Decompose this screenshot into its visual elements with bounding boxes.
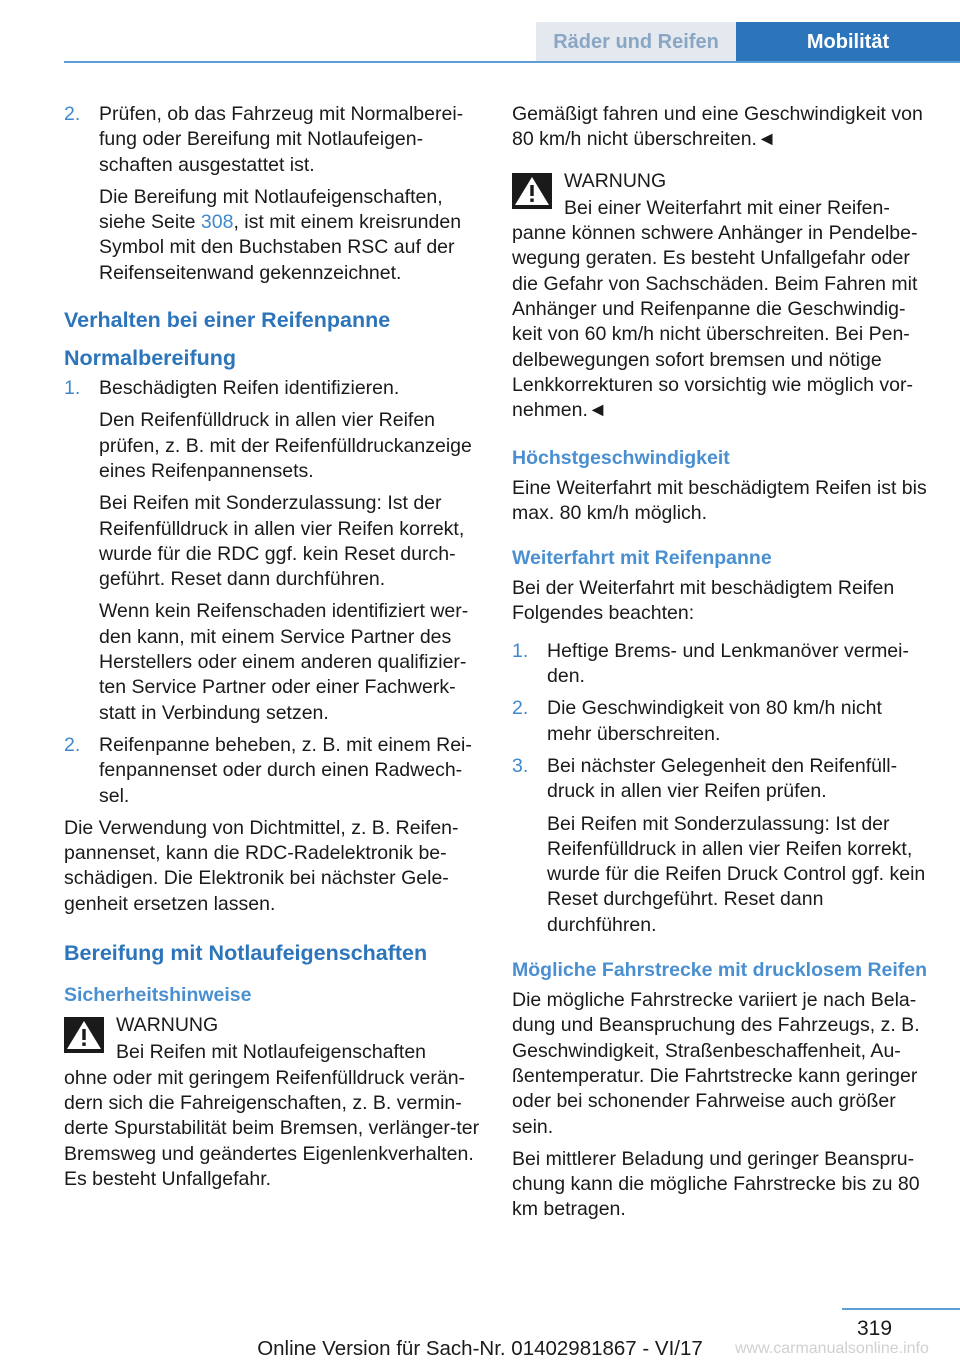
- right-column: [512, 102, 928, 1230]
- warning-block: [64, 1013, 480, 1192]
- heading-normalbereifung: Normalbereifung: [64, 346, 237, 371]
- list-text: Beschädigten Reifen identifizieren.: [99, 377, 400, 400]
- list-number: 1.: [512, 639, 529, 662]
- warning-text-first: Bei einer Weiterfahrt mit einer Reifen‐: [564, 196, 890, 219]
- watermark: www.carmanualsonline.info: [735, 1340, 929, 1357]
- heading-reifenpanne: Verhalten bei einer Reifenpanne: [64, 308, 391, 333]
- online-version-footer: Online Version für Sach-Nr. 01402981867 - VI/17: [257, 1337, 703, 1360]
- paragraph-dichtmittel: Die Verwendung von Dichtmittel, z. B. Reifen‐pannenset, kann die RDC-Radelektronik be‐schädigen. Die Elektronik bei nächster Gele‐genheit ersetzen lassen.: [64, 816, 459, 915]
- list-subtext: Bei Reifen mit Sonderzulassung: Ist der Reifenfülldruck in allen vier Reifen korrekt, wurde für die RDC ggf. kein Reset durch‐geführt. Reset dann durchführen.: [99, 492, 465, 591]
- list-number: 2.: [512, 697, 529, 720]
- list-text: Bei nächster Gelegenheit den Reifenfüll‐druck in allen vier Reifen prüfen.: [547, 754, 898, 803]
- list-text: Die Geschwindigkeit von 80 km/h nicht mehr überschreiten.: [547, 697, 882, 745]
- list-text: Reifenpanne beheben, z. B. mit einem Rei‐fenpannenset oder durch einen Radwech‐sel.: [99, 733, 472, 807]
- list-item: [64, 376, 480, 401]
- heading-fahrstrecke: Mögliche Fahrstrecke mit drucklosem Reifen: [512, 959, 928, 982]
- paragraph-hoechstgeschwindigkeit: Eine Weiterfahrt mit beschädigtem Reifen ist bis max. 80 km/h möglich.: [512, 476, 927, 524]
- heading-hoechstgeschwindigkeit: Höchstgeschwindigkeit: [512, 446, 730, 469]
- list-item: [64, 102, 480, 178]
- paragraph-beladung: Bei mittlerer Beladung und geringer Beanspru‐chung kann die mögliche Fahrstrecke bis zu 80 km betragen.: [512, 1147, 920, 1221]
- paragraph-fahrstrecke: Die mögliche Fahrstrecke variiert je nach Bela‐dung und Beanspruchung des Fahrzeugs, z. B. Geschwindigkeit, Straßenbeschaffenheit, Au‐ßentemperatur. Die Fahrtstrecke kann geringer oder bei schonender Fahrweise auch größer sein.: [512, 989, 920, 1138]
- paragraph-gemaessigt: Gemäßigt fahren und eine Geschwindigkeit von 80 km/h nicht überschreiten.◄: [512, 103, 923, 151]
- warning-block: [512, 169, 928, 424]
- chapter-tab: Mobilität: [736, 22, 960, 61]
- list-subtext: Wenn kein Reifenschaden identifiziert wer‐den kann, mit einem Service Partner des Herstellers oder einem anderen qualifizier‐ten Service Partner oder einer Fachwerk‐statt in Verbindung setzen.: [99, 600, 469, 724]
- list-number: 2.: [64, 733, 81, 756]
- heading-notlauf: Bereifung mit Notlaufeigenschaften: [64, 941, 428, 966]
- list-number: 2.: [64, 103, 81, 125]
- list-item: [512, 696, 928, 747]
- list-number: 1.: [64, 377, 81, 400]
- list-text: Heftige Brems- und Lenkmanöver vermei‐den.: [547, 639, 909, 688]
- list-number: 3.: [512, 754, 529, 777]
- section-tab: Räder und Reifen: [536, 22, 736, 61]
- list-subtext: Den Reifenfülldruck in allen vier Reifen prüfen, z. B. mit der Reifenfülldruckanzeige eines Reifenpannensets.: [99, 409, 472, 482]
- list-text: Prüfen, ob das Fahrzeug mit Normalberei‐fung oder Bereifung mit Notlaufeigen‐schaften ausgestattet ist.: [99, 103, 464, 176]
- left-column: [64, 102, 480, 1199]
- warning-text: ohne oder mit geringem Reifenfülldruck verän‐dern sich die Fahreigenschaften, z. B. vermin‐derte Spurstabilität beim Bremsen, verlänger‐ter Bremsweg und geändertes Eigenlenkverhalten. Es besteht Unfallgefahr.: [64, 1066, 480, 1190]
- page-link[interactable]: 308: [200, 211, 234, 234]
- heading-sicherheit: Sicherheitshinweise: [64, 984, 252, 1007]
- warning-label: WARNUNG: [564, 169, 667, 192]
- warning-icon: [64, 1017, 104, 1053]
- list-item: [64, 733, 480, 809]
- warning-label: WARNUNG: [116, 1014, 219, 1037]
- warning-icon: [512, 173, 552, 209]
- warning-text: panne können schwere Anhänger in Pendelbe‐wegung geraten. Es besteht Unfallgefahr oder die Gefahr von Sachschäden. Beim Fahren mit Anhänger und Reifenpanne die Geschwindig‐keit von 60 km/h nicht überschreiten. Bei Pen‐delbewegungen sofort bremsen und nötige Lenkkorrekturen so vorsichtig wie möglich vor‐nehmen.◄: [512, 222, 918, 422]
- page-number-rule: [842, 1308, 960, 1310]
- heading-weiterfahrt: Weiterfahrt mit Reifenpanne: [512, 547, 772, 570]
- header-rule: [64, 61, 960, 63]
- list-item: [512, 754, 928, 805]
- list-item: [512, 639, 928, 690]
- list-subtext: Bei Reifen mit Sonderzulassung: Ist der Reifenfülldruck in allen vier Reifen korrekt, wurde für die Reifen Druck Control ggf. kein Reset durchgeführt. Reset dann durchführen.: [547, 812, 926, 936]
- paragraph-weiterfahrt: Bei der Weiterfahrt mit beschädigtem Reifen Folgendes beachten:: [512, 577, 895, 625]
- page-number: 319: [857, 1317, 893, 1340]
- list-subtext: Die Bereifung mit Notlaufeigenschaften, siehe Seite 308, ist mit einem kreisrunden Symbol mit den Buchstaben RSC auf der Reifenseitenwand gekennzeichnet.: [99, 185, 462, 284]
- warning-text-first: Bei Reifen mit Notlaufeigenschaften: [116, 1041, 427, 1064]
